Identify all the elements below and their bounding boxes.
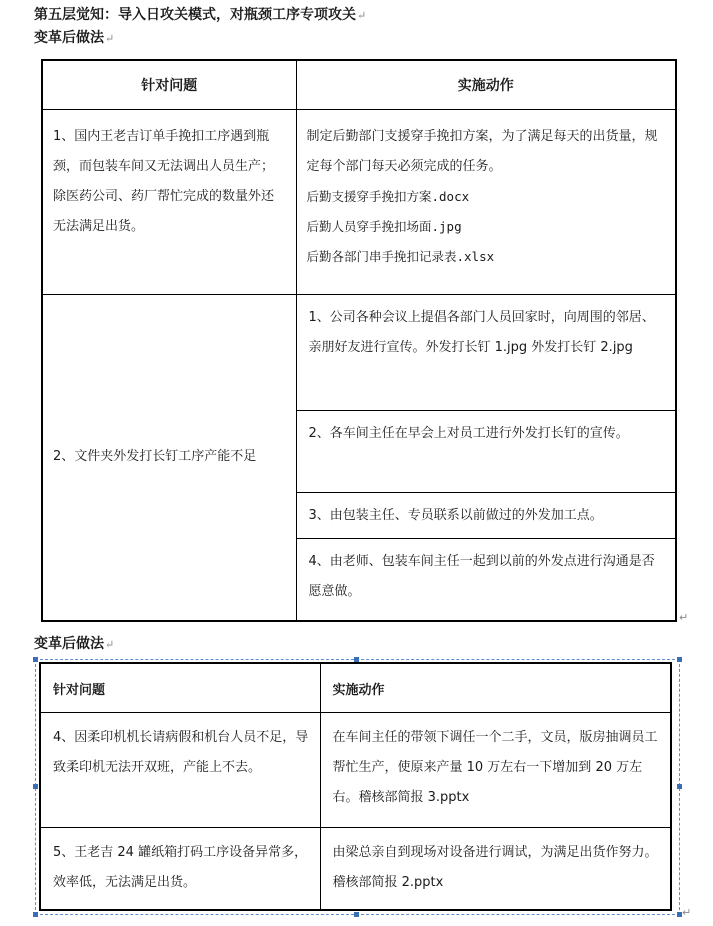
end-of-row-mark: ↵: [679, 611, 689, 624]
table-row: [40, 828, 671, 910]
action-cell: [296, 411, 676, 493]
header-problem: 针对问题: [42, 60, 296, 110]
file-link[interactable]: 后勤各部门串手挽扣记录表.xlsx: [306, 249, 495, 264]
table-row: [40, 713, 671, 828]
subheading-2: 变革后做法↵: [34, 636, 115, 652]
resize-handle[interactable]: [33, 657, 38, 662]
problem-cell: 5、王老吉 24 罐纸箱打码工序设备异常多，效率低，无法满足出货。: [40, 828, 320, 910]
action-cell: [296, 493, 676, 539]
action-cell: [296, 295, 676, 411]
action-text: 制定后勤部门支援穿手挽扣方案，为了满足每天的出货量，规定每个部门每天必须完成的任务。: [306, 129, 658, 174]
header-action: 实施动作: [296, 60, 676, 110]
problem-cell: [42, 110, 296, 295]
measures-table-1: [41, 59, 677, 622]
measures-table-2: [39, 662, 672, 911]
table-header-row: [40, 663, 671, 713]
table-row: [42, 110, 676, 295]
problem-text: 2、文件夹外发打长钉工序产能不足: [53, 449, 257, 465]
problem-cell: 4、因柔印机机长请病假和机台人员不足，导致柔印机无法开双班，产能上不去。: [40, 713, 320, 828]
problem-cell: [42, 295, 296, 621]
resize-handle[interactable]: [354, 912, 359, 917]
problem-text: 1、国内王老吉订单手挽扣工序遇到瓶颈，而包装车间又无法调出人员生产；除医药公司、药厂帮忙完成的数量外还无法满足出货。: [53, 129, 275, 234]
table-row: [42, 295, 676, 411]
action-cell: 在车间主任的带领下调任一个二手，文员，版房抽调员工帮忙生产，使原来产量 10 万左右一下增加到 20 万左右。稽核部简报 3.pptx: [320, 713, 671, 828]
action-cell: 由梁总亲自到现场对设备进行调试，为满足出货作努力。稽核部简报 2.pptx: [320, 828, 671, 910]
file-link[interactable]: 后勤支援穿手挽扣方案.docx: [306, 189, 470, 204]
header-action: 实施动作: [320, 663, 671, 713]
table-header-row: [42, 60, 676, 110]
subheading-1: 变革后做法↵: [34, 30, 115, 46]
action-cell: [296, 110, 676, 295]
action-text: 2、各车间主任在早会上对员工进行外发打长钉的宣传。: [308, 426, 629, 441]
resize-handle[interactable]: [677, 784, 682, 789]
action-text: 4、由老师、包装车间主任一起到以前的外发点进行沟通是否愿意做。: [308, 554, 655, 599]
header-problem: 针对问题: [40, 663, 320, 713]
action-text: 3、由包装主任、专员联系以前做过的外发加工点。: [308, 508, 603, 523]
action-cell: [296, 539, 676, 621]
end-of-row-mark: ↵: [682, 906, 692, 919]
resize-handle[interactable]: [33, 784, 38, 789]
file-link[interactable]: 后勤人员穿手挽扣场面.jpg: [306, 219, 462, 234]
resize-handle[interactable]: [677, 657, 682, 662]
section-heading: 第五层觉知：导入日攻关模式，对瓶颈工序专项攻关↵: [34, 7, 367, 23]
action-text: 1、公司各种会议上提倡各部门人员回家时，向周围的邻居、亲朋好友进行宣传。外发打长钉 1.jpg 外发打长钉 2.jpg: [308, 310, 655, 355]
resize-handle[interactable]: [33, 912, 38, 917]
